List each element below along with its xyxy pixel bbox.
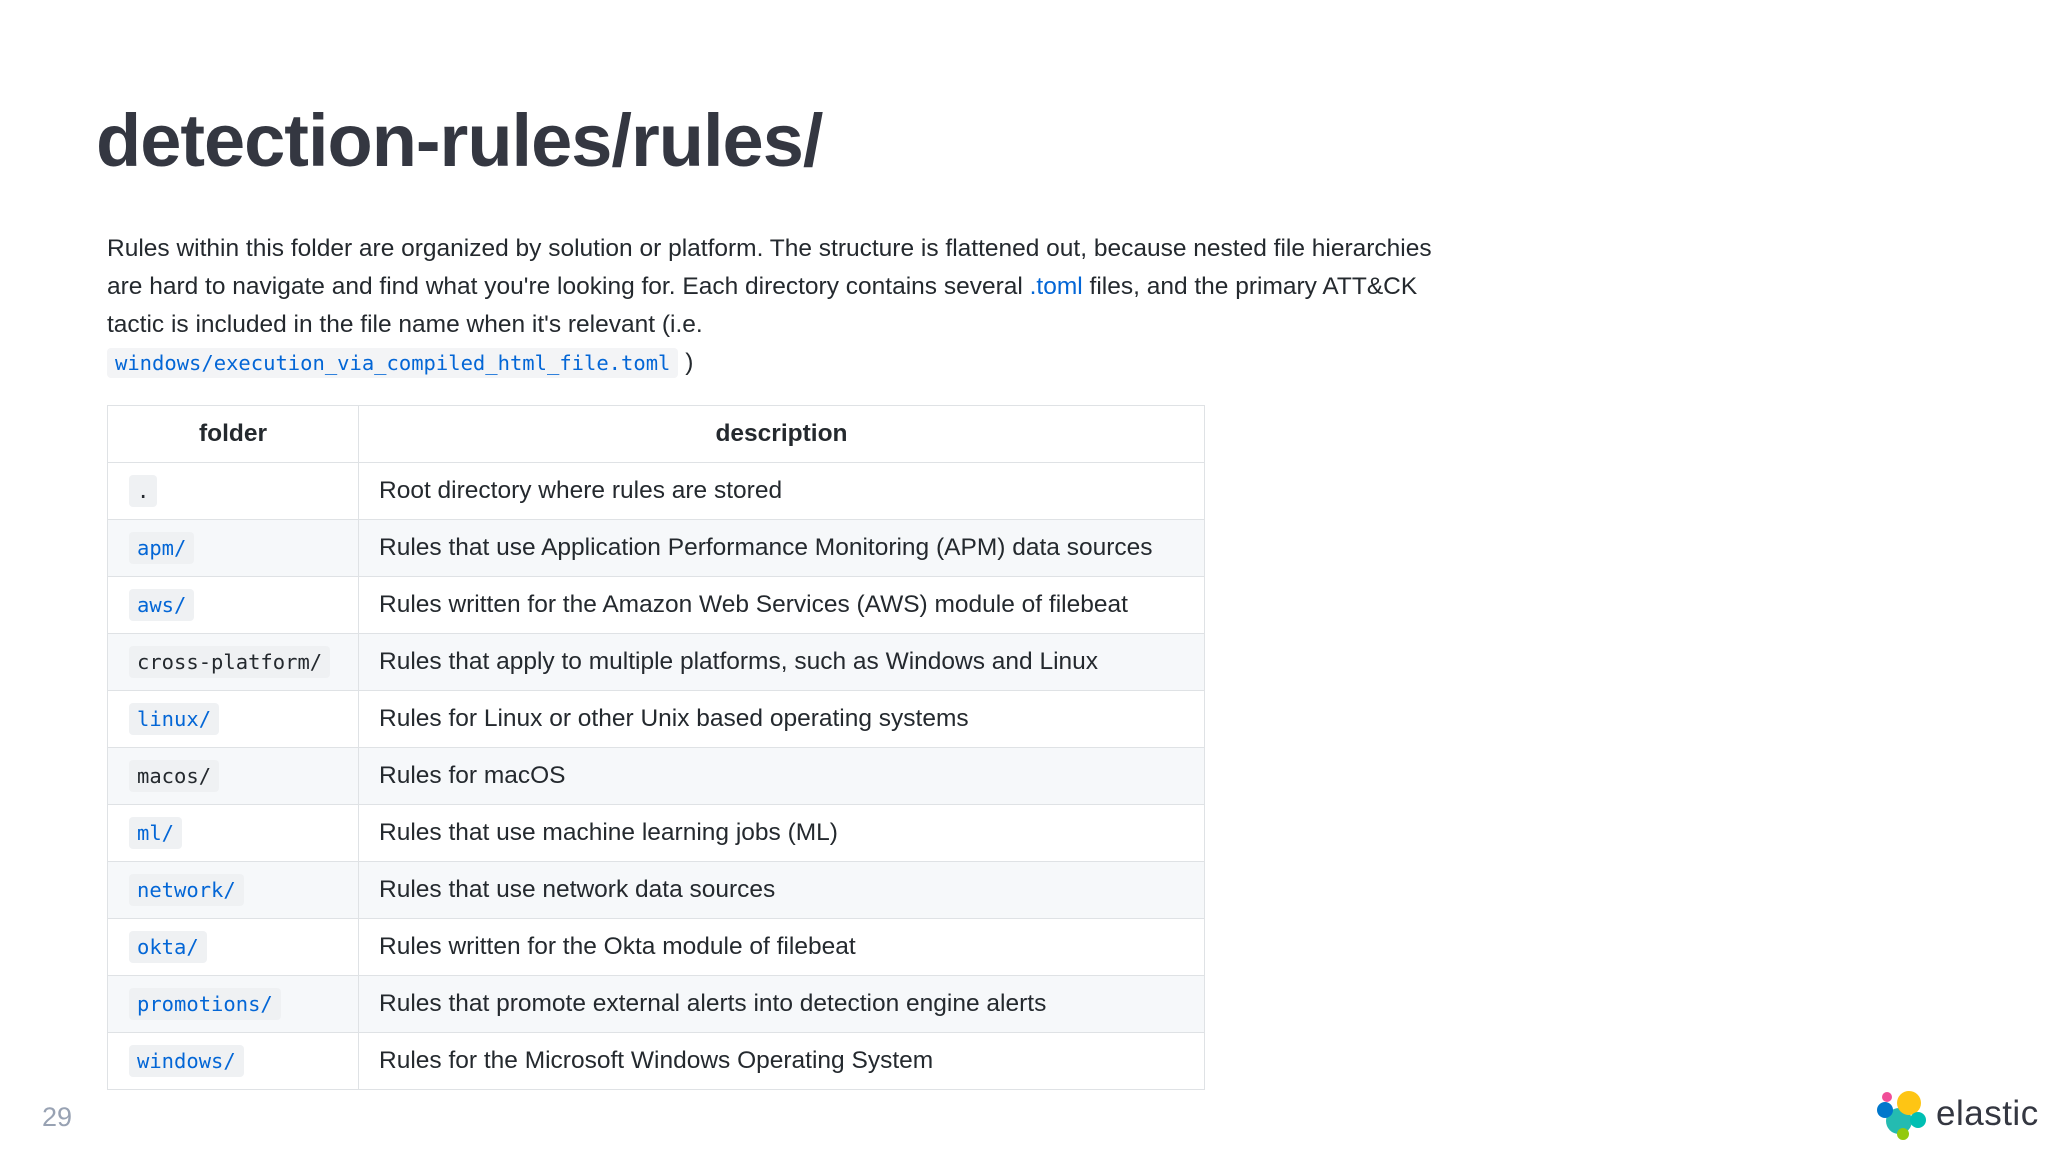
elastic-brand: [1874, 1086, 2039, 1142]
description-cell: Rules for the Microsoft Windows Operating System: [359, 1033, 1205, 1090]
folder-cell: [108, 634, 359, 691]
toml-link[interactable]: .toml: [1029, 273, 1083, 300]
table-header-row: [108, 406, 1205, 463]
table-body: [108, 463, 1205, 1090]
folder-cell: [108, 1033, 359, 1090]
folder-cell: [108, 463, 359, 520]
description-cell: Rules for Linux or other Unix based operating systems: [359, 691, 1205, 748]
intro-closing: ): [678, 349, 694, 376]
elastic-logo-icon: [1874, 1086, 1930, 1142]
description-cell: Rules that use machine learning jobs (ML): [359, 805, 1205, 862]
folder-name: .: [129, 475, 157, 507]
table-row: [108, 1033, 1205, 1090]
description-cell: Rules written for the Okta module of filebeat: [359, 919, 1205, 976]
folder-name: linux/: [129, 703, 219, 735]
intro-paragraph: [107, 230, 1437, 382]
description-cell: Rules that promote external alerts into detection engine alerts: [359, 976, 1205, 1033]
table-row: [108, 634, 1205, 691]
folder-name: network/: [129, 874, 244, 906]
intro-text-before: Rules within this folder are organized by solution or platform. The structure is flattened out, because nested file hierarchies are hard to navigate and find what you're looking for. Each directory contains several: [107, 235, 1432, 300]
description-cell: Rules that apply to multiple platforms, such as Windows and Linux: [359, 634, 1205, 691]
folder-name: promotions/: [129, 988, 281, 1020]
folder-name: ml/: [129, 817, 182, 849]
page-number: 29: [42, 1102, 73, 1132]
folder-cell: [108, 919, 359, 976]
header-folder: folder: [108, 406, 359, 463]
description-cell: Root directory where rules are stored: [359, 463, 1205, 520]
folder-name: apm/: [129, 532, 194, 564]
folder-cell: [108, 862, 359, 919]
brand-name: elastic: [1936, 1094, 2039, 1133]
folder-name: aws/: [129, 589, 194, 621]
folder-cell: [108, 748, 359, 805]
intro-text-after: files, and the primary ATT&CK tactic is included in the file name when it's relevant (i.e.: [107, 273, 1418, 338]
folder-cell: [108, 976, 359, 1033]
description-cell: Rules for macOS: [359, 748, 1205, 805]
table-row: [108, 463, 1205, 520]
table-row: [108, 577, 1205, 634]
folder-name: windows/: [129, 1045, 244, 1077]
slide-title: detection-rules/rules/: [96, 99, 823, 182]
example-code-path: windows/execution_via_compiled_html_file.toml: [107, 348, 678, 378]
folder-cell: [108, 577, 359, 634]
table-row: [108, 976, 1205, 1033]
description-cell: Rules written for the Amazon Web Services (AWS) module of filebeat: [359, 577, 1205, 634]
table-row: [108, 520, 1205, 577]
folder-name: macos/: [129, 760, 219, 792]
rules-folder-table: [107, 405, 1205, 1090]
folder-cell: [108, 520, 359, 577]
folder-cell: [108, 805, 359, 862]
table-row: [108, 862, 1205, 919]
description-cell: Rules that use network data sources: [359, 862, 1205, 919]
folder-name: cross-platform/: [129, 646, 330, 678]
folder-cell: [108, 691, 359, 748]
table-row: [108, 919, 1205, 976]
description-cell: Rules that use Application Performance Monitoring (APM) data sources: [359, 520, 1205, 577]
table-row: [108, 805, 1205, 862]
table-row: [108, 691, 1205, 748]
folder-name: okta/: [129, 931, 207, 963]
table-row: [108, 748, 1205, 805]
header-description: description: [359, 406, 1205, 463]
